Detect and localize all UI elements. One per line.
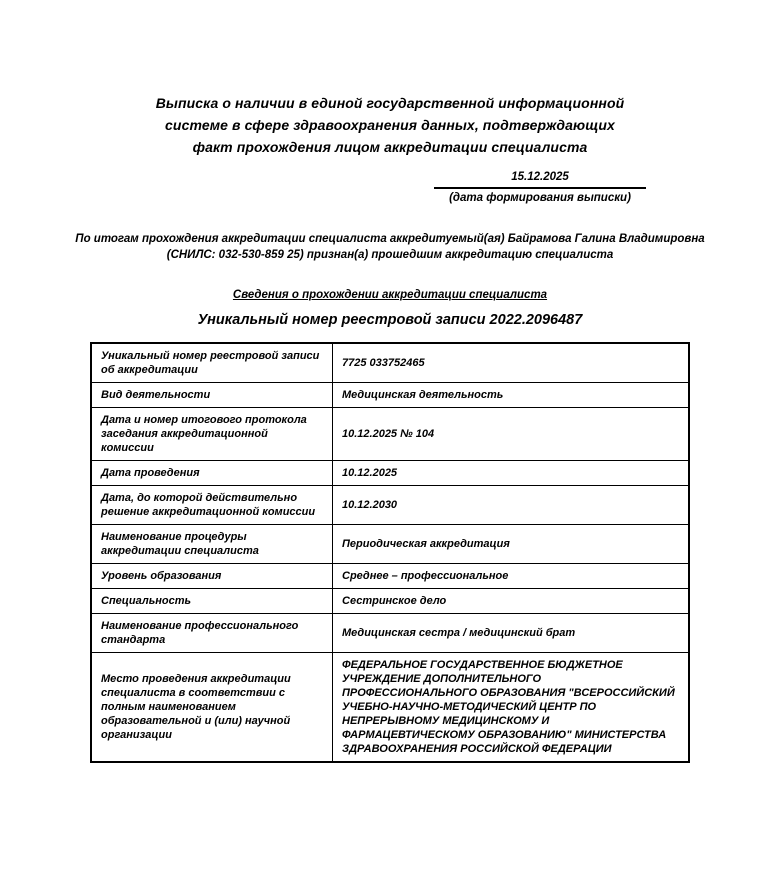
row-value: ФЕДЕРАЛЬНОЕ ГОСУДАРСТВЕННОЕ БЮДЖЕТНОЕ УЧРЕЖДЕНИЕ ДОПОЛНИТЕЛЬНОГО ПРОФЕССИОНАЛЬНОГО ОБРАЗОВАНИЯ "ВСЕРОССИЙСКИЙ УЧЕБНО-НАУЧНО-МЕТОДИЧЕСКИЙ ЦЕНТР ПО НЕПРЕРЫВНОМУ МЕДИЦИНСКОМУ И ФАРМАЦЕВТИЧЕСКОМУ ОБРАЗОВАНИЮ" МИНИСТЕРСТВА ЗДРАВООХРАНЕНИЯ РОССИЙСКОЙ ФЕДЕРАЦИИ	[333, 653, 690, 763]
row-value: Сестринское дело	[333, 589, 690, 614]
row-label: Уровень образования	[91, 564, 333, 589]
table-row	[91, 614, 689, 653]
registry-number-heading: Уникальный номер реестровой записи 2022.2096487	[197, 312, 583, 328]
row-value: Медицинская деятельность	[333, 383, 690, 408]
table-row	[91, 564, 689, 589]
row-label: Уникальный номер реестровой записи об аккредитации	[91, 343, 333, 383]
issue-date-caption: (дата формирования выписки)	[449, 192, 631, 204]
row-value: 7725 033752465	[333, 343, 690, 383]
row-value: Медицинская сестра / медицинский брат	[333, 614, 690, 653]
row-label: Дата, до которой действительно решение аккредитационной комиссии	[91, 486, 333, 525]
table-row	[91, 383, 689, 408]
row-value: Периодическая аккредитация	[333, 525, 690, 564]
issue-date-value: 15.12.2025	[434, 170, 646, 189]
row-value: 10.12.2025	[333, 461, 690, 486]
row-label: Наименование процедуры аккредитации специалиста	[91, 525, 333, 564]
row-value: 10.12.2025 № 104	[333, 408, 690, 461]
row-label: Вид деятельности	[91, 383, 333, 408]
table-row	[91, 589, 689, 614]
row-label: Место проведения аккредитации специалиста в соответствии с полным наименованием образовательной и (или) научной организации	[91, 653, 333, 763]
document-title: Выписка о наличии в единой государственной информационной системе в сфере здравоохранения данных, подтверждающих факт прохождения лицом аккредитации специалиста	[155, 95, 625, 155]
accreditation-table-body	[91, 343, 689, 762]
row-label: Дата и номер итогового протокола заседания аккредитационной комиссии	[91, 408, 333, 461]
row-value: 10.12.2030	[333, 486, 690, 525]
accreditation-result-paragraph: По итогам прохождения аккредитации специалиста аккредитуемый(ая) Байрамова Галина Владимировна (СНИЛС: 032-530-859 25) признан(а) прошедшим аккредитацию специалиста	[75, 233, 705, 261]
issue-date-block	[434, 170, 646, 205]
table-row	[91, 343, 689, 383]
row-value: Среднее – профессиональное	[333, 564, 690, 589]
row-label: Дата проведения	[91, 461, 333, 486]
table-row	[91, 486, 689, 525]
accreditation-details-table	[90, 342, 690, 763]
table-row	[91, 653, 689, 763]
table-row	[91, 461, 689, 486]
row-label: Специальность	[91, 589, 333, 614]
table-row	[91, 525, 689, 564]
row-label: Наименование профессионального стандарта	[91, 614, 333, 653]
section-heading: Сведения о прохождении аккредитации специалиста	[232, 289, 548, 301]
table-row	[91, 408, 689, 461]
